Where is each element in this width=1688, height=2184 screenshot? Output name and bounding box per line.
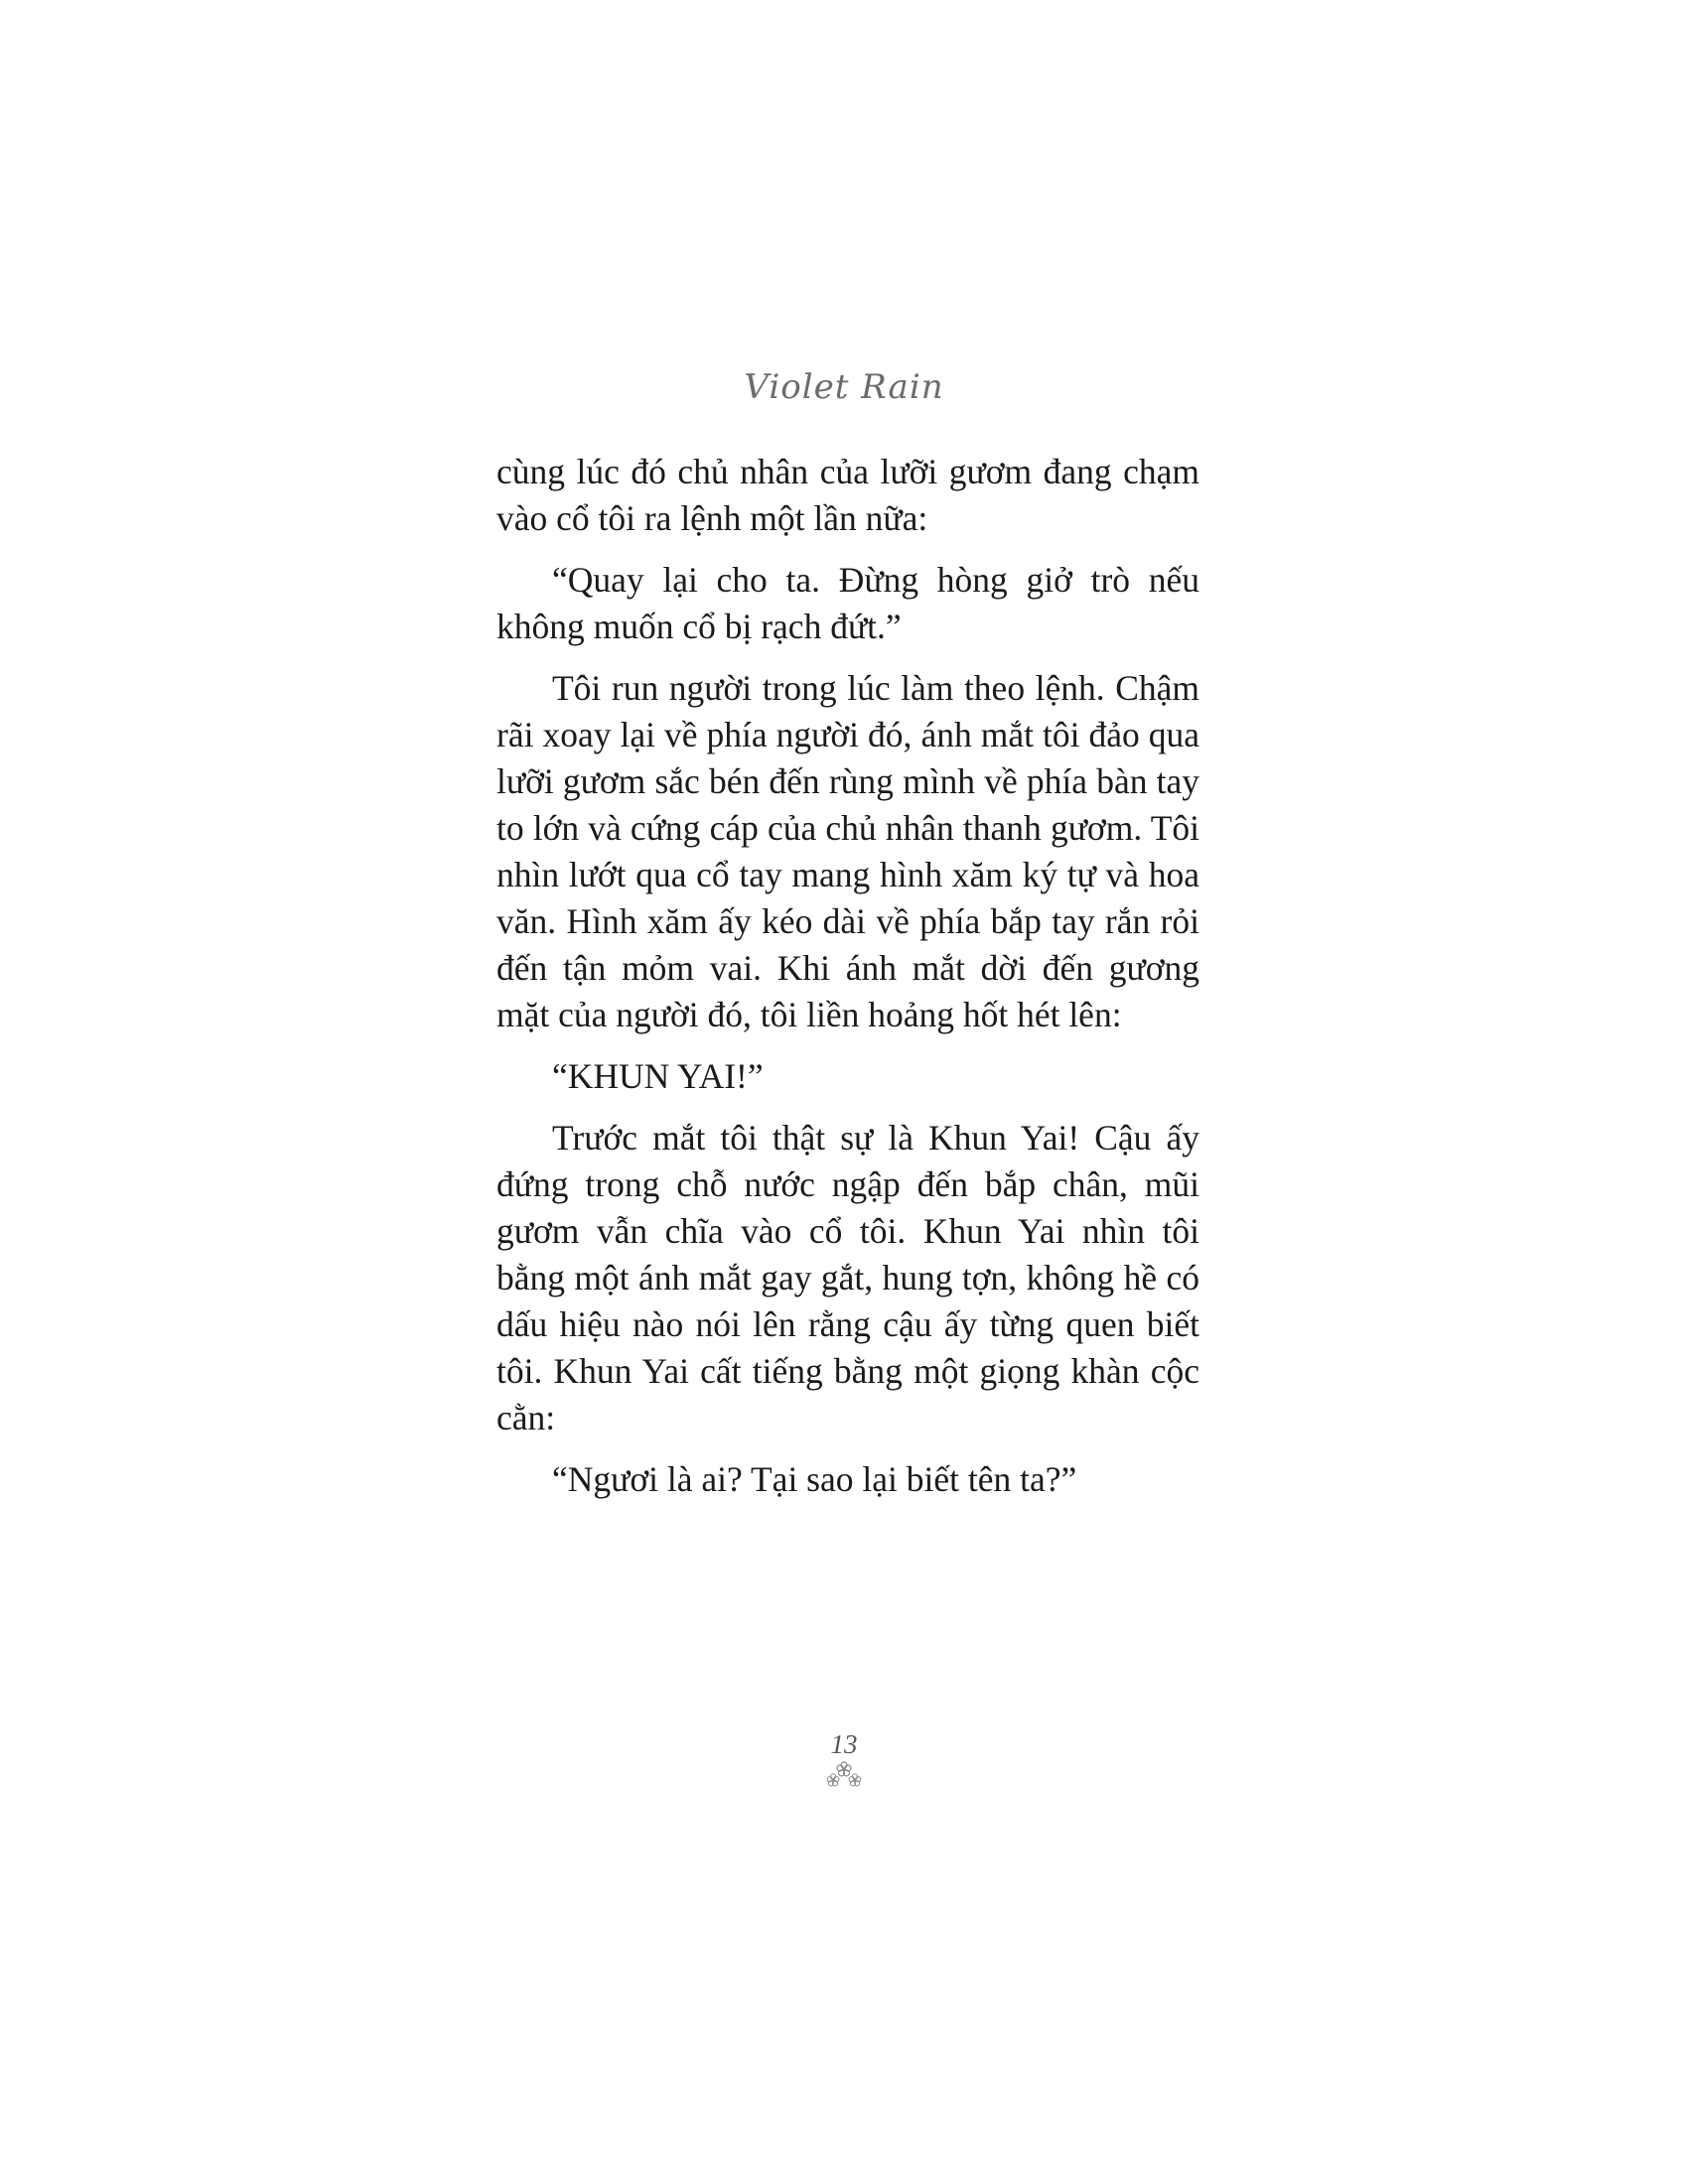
body-text xyxy=(496,449,1199,1518)
page-footer xyxy=(0,1729,1688,1791)
paragraph: “Ngươi là ai? Tại sao lại biết tên ta?” xyxy=(552,1459,1077,1499)
paragraph: cùng lúc đó chủ nhân của lưỡi gươm đang chạm vào cổ tôi ra lệnh một lần nữa: xyxy=(496,452,1199,538)
page-number: 13 xyxy=(830,1729,858,1759)
paragraph: Tôi run người trong lúc làm theo lệnh. Chậm rãi xoay lại về phía người đó, ánh mắt tôi đảo qua lưỡi gươm sắc bén đến rùng mình về phía bàn tay to lớn và cứng cáp của chủ nhân thanh gươm. Tôi nhìn lướt qua cổ tay mang hình xăm ký tự và hoa văn. Hình xăm ấy kéo dài về phía bắp tay rắn rỏi đến tận mỏm vai. Khi ánh mắt dời đến gương mặt của người đó, tôi liền hoảng hốt hét lên: xyxy=(496,668,1199,1034)
paragraph: “Quay lại cho ta. Đừng hòng giở trò nếu không muốn cổ bị rạch đứt.” xyxy=(496,560,1199,646)
paragraph: “KHUN YAI!” xyxy=(552,1056,764,1096)
flower-ornament-icon xyxy=(819,1761,869,1791)
paragraph: Trước mắt tôi thật sự là Khun Yai! Cậu ấy đứng trong chỗ nước ngập đến bắp chân, mũi gươm vẫn chĩa vào cổ tôi. Khun Yai nhìn tôi bằng một ánh mắt gay gắt, hung tợn, không hề có dấu hiệu nào nói lên rằng cậu ấy từng quen biết tôi. Khun Yai cất tiếng bằng một giọng khàn cộc cằn: xyxy=(496,1118,1199,1437)
running-title: Violet Rain xyxy=(744,367,944,407)
